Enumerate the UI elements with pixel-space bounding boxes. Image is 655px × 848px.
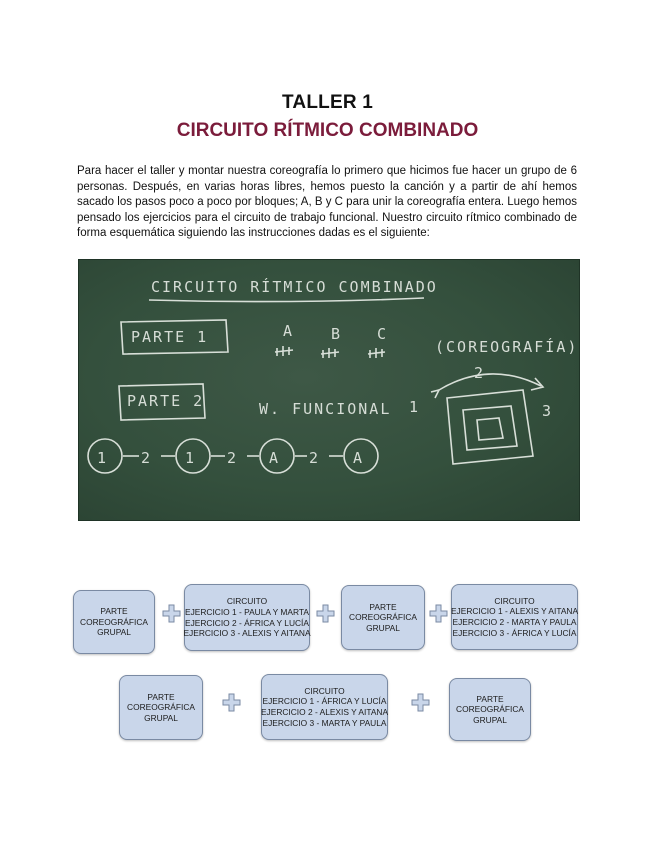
- box-line: COREOGRÁFICA: [349, 612, 417, 623]
- box-line: PARTE: [369, 601, 397, 612]
- plus-icon: [411, 693, 430, 712]
- plus-icon: [316, 604, 335, 623]
- tally-c: [368, 348, 385, 358]
- box-line: CIRCUITO: [494, 595, 535, 606]
- box-line: CIRCUITO: [226, 596, 268, 607]
- seq-item: A: [269, 449, 281, 467]
- board-heading: CIRCUITO RÍTMICO COMBINADO: [151, 278, 438, 296]
- intro-line: combinado de forma esquemática siguiendo las instrucciones dadas es el siguiente:: [77, 211, 577, 240]
- blackboard-photo: [78, 259, 580, 521]
- intro-line: hemos pensado los ejercicios para el circuito de trabajo funcional. Nuestro circuito rítmico: [77, 196, 577, 224]
- intro-line: Para hacer el taller y montar nuestra coreografía lo primero que hicimos fue hacer un grupo de: [77, 165, 571, 177]
- box-parte-coreografica: [449, 678, 531, 741]
- circuit-room: [447, 390, 533, 464]
- plus-icon: [429, 604, 448, 623]
- board-parte1: PARTE 1: [131, 328, 209, 346]
- seq-item: 2: [227, 449, 239, 467]
- tally-a: [275, 346, 293, 356]
- box-parte-coreografica: [73, 590, 155, 654]
- heading-underline: [149, 298, 424, 302]
- board-letter-b: B: [331, 325, 343, 343]
- page-title: TALLER 1: [282, 92, 373, 113]
- board-num1: 1: [409, 398, 421, 416]
- box-line: COREOGRÁFICA: [456, 704, 524, 715]
- box-line: GRUPAL: [144, 712, 178, 723]
- box-circuito: [184, 584, 310, 651]
- seq-item: 2: [141, 449, 153, 467]
- box-line: EJERCICIO 1 - ALEXIS Y AITANA: [450, 606, 579, 617]
- board-num2: 2: [474, 364, 486, 382]
- box-circuito: [261, 674, 388, 740]
- box-line: EJERCICIO 2 - ALEXIS Y AITANA: [260, 707, 389, 717]
- box-line: EJERCICIO 3 - ÁFRICA Y LUCÍA: [452, 627, 577, 638]
- box-line: PARTE: [147, 691, 175, 702]
- box-line: PARTE: [100, 606, 128, 617]
- box-circuito: [451, 584, 578, 650]
- box-line: EJERCICIO 1 - PAULA Y MARTA: [185, 606, 309, 617]
- box-line: COREOGRÁFICA: [80, 616, 148, 627]
- circuit-core: [477, 418, 503, 440]
- board-sequence: [88, 439, 378, 473]
- box-line: CIRCUITO: [304, 685, 345, 696]
- tally-b: [321, 348, 339, 358]
- board-parte2: PARTE 2: [127, 392, 205, 410]
- box-parte-coreografica: [119, 675, 203, 740]
- intro-paragraph: [77, 164, 577, 242]
- seq-item: 2: [309, 449, 321, 467]
- board-funcional: W. FUNCIONAL: [259, 400, 392, 418]
- box-line: EJERCICIO 1 - ÁFRICA Y LUCÍA: [262, 696, 387, 707]
- seq-item: 1: [97, 449, 109, 467]
- board-letter-c: C: [377, 325, 389, 343]
- circuit-arrow-top: [439, 374, 541, 390]
- circuit-inner: [463, 406, 517, 450]
- circuit-arrowhead-left: [431, 390, 439, 398]
- blackboard-drawing: [79, 260, 579, 520]
- box-line: COREOGRÁFICA: [127, 702, 195, 713]
- box-line: EJERCICIO 2 - ÁFRICA Y LUCÍA: [185, 617, 309, 628]
- box-line: GRUPAL: [366, 622, 400, 633]
- plus-icon: [162, 604, 181, 623]
- box-line: PARTE: [476, 693, 504, 704]
- page-subtitle: CIRCUITO RÍTMICO COMBINADO: [176, 120, 479, 141]
- box-line: GRUPAL: [473, 714, 507, 725]
- box-line: EJERCICIO 3 - ALEXIS Y AITANA: [183, 628, 311, 639]
- board-num3: 3: [542, 402, 554, 420]
- box-line: GRUPAL: [97, 627, 131, 638]
- seq-item: A: [353, 449, 365, 467]
- box-line: EJERCICIO 3 - MARTA Y PAULA: [262, 717, 387, 728]
- plus-icon: [222, 693, 241, 712]
- board-coreografia: (COREOGRAFÍA): [435, 338, 579, 356]
- seq-item: 1: [185, 449, 197, 467]
- box-parte-coreografica: [341, 585, 425, 650]
- intro-line: sacado los pasos poco a poco por bloques; A, B y C para unir la coreografía entera. Luego: [77, 196, 543, 209]
- box-line: EJERCICIO 2 - MARTA Y PAULA: [452, 617, 577, 627]
- board-letter-a: A: [283, 322, 295, 340]
- intro-line: 6 personas. Después, en varias horas libres, hemos puesto la canción y a partir de ahí hemos: [77, 165, 577, 193]
